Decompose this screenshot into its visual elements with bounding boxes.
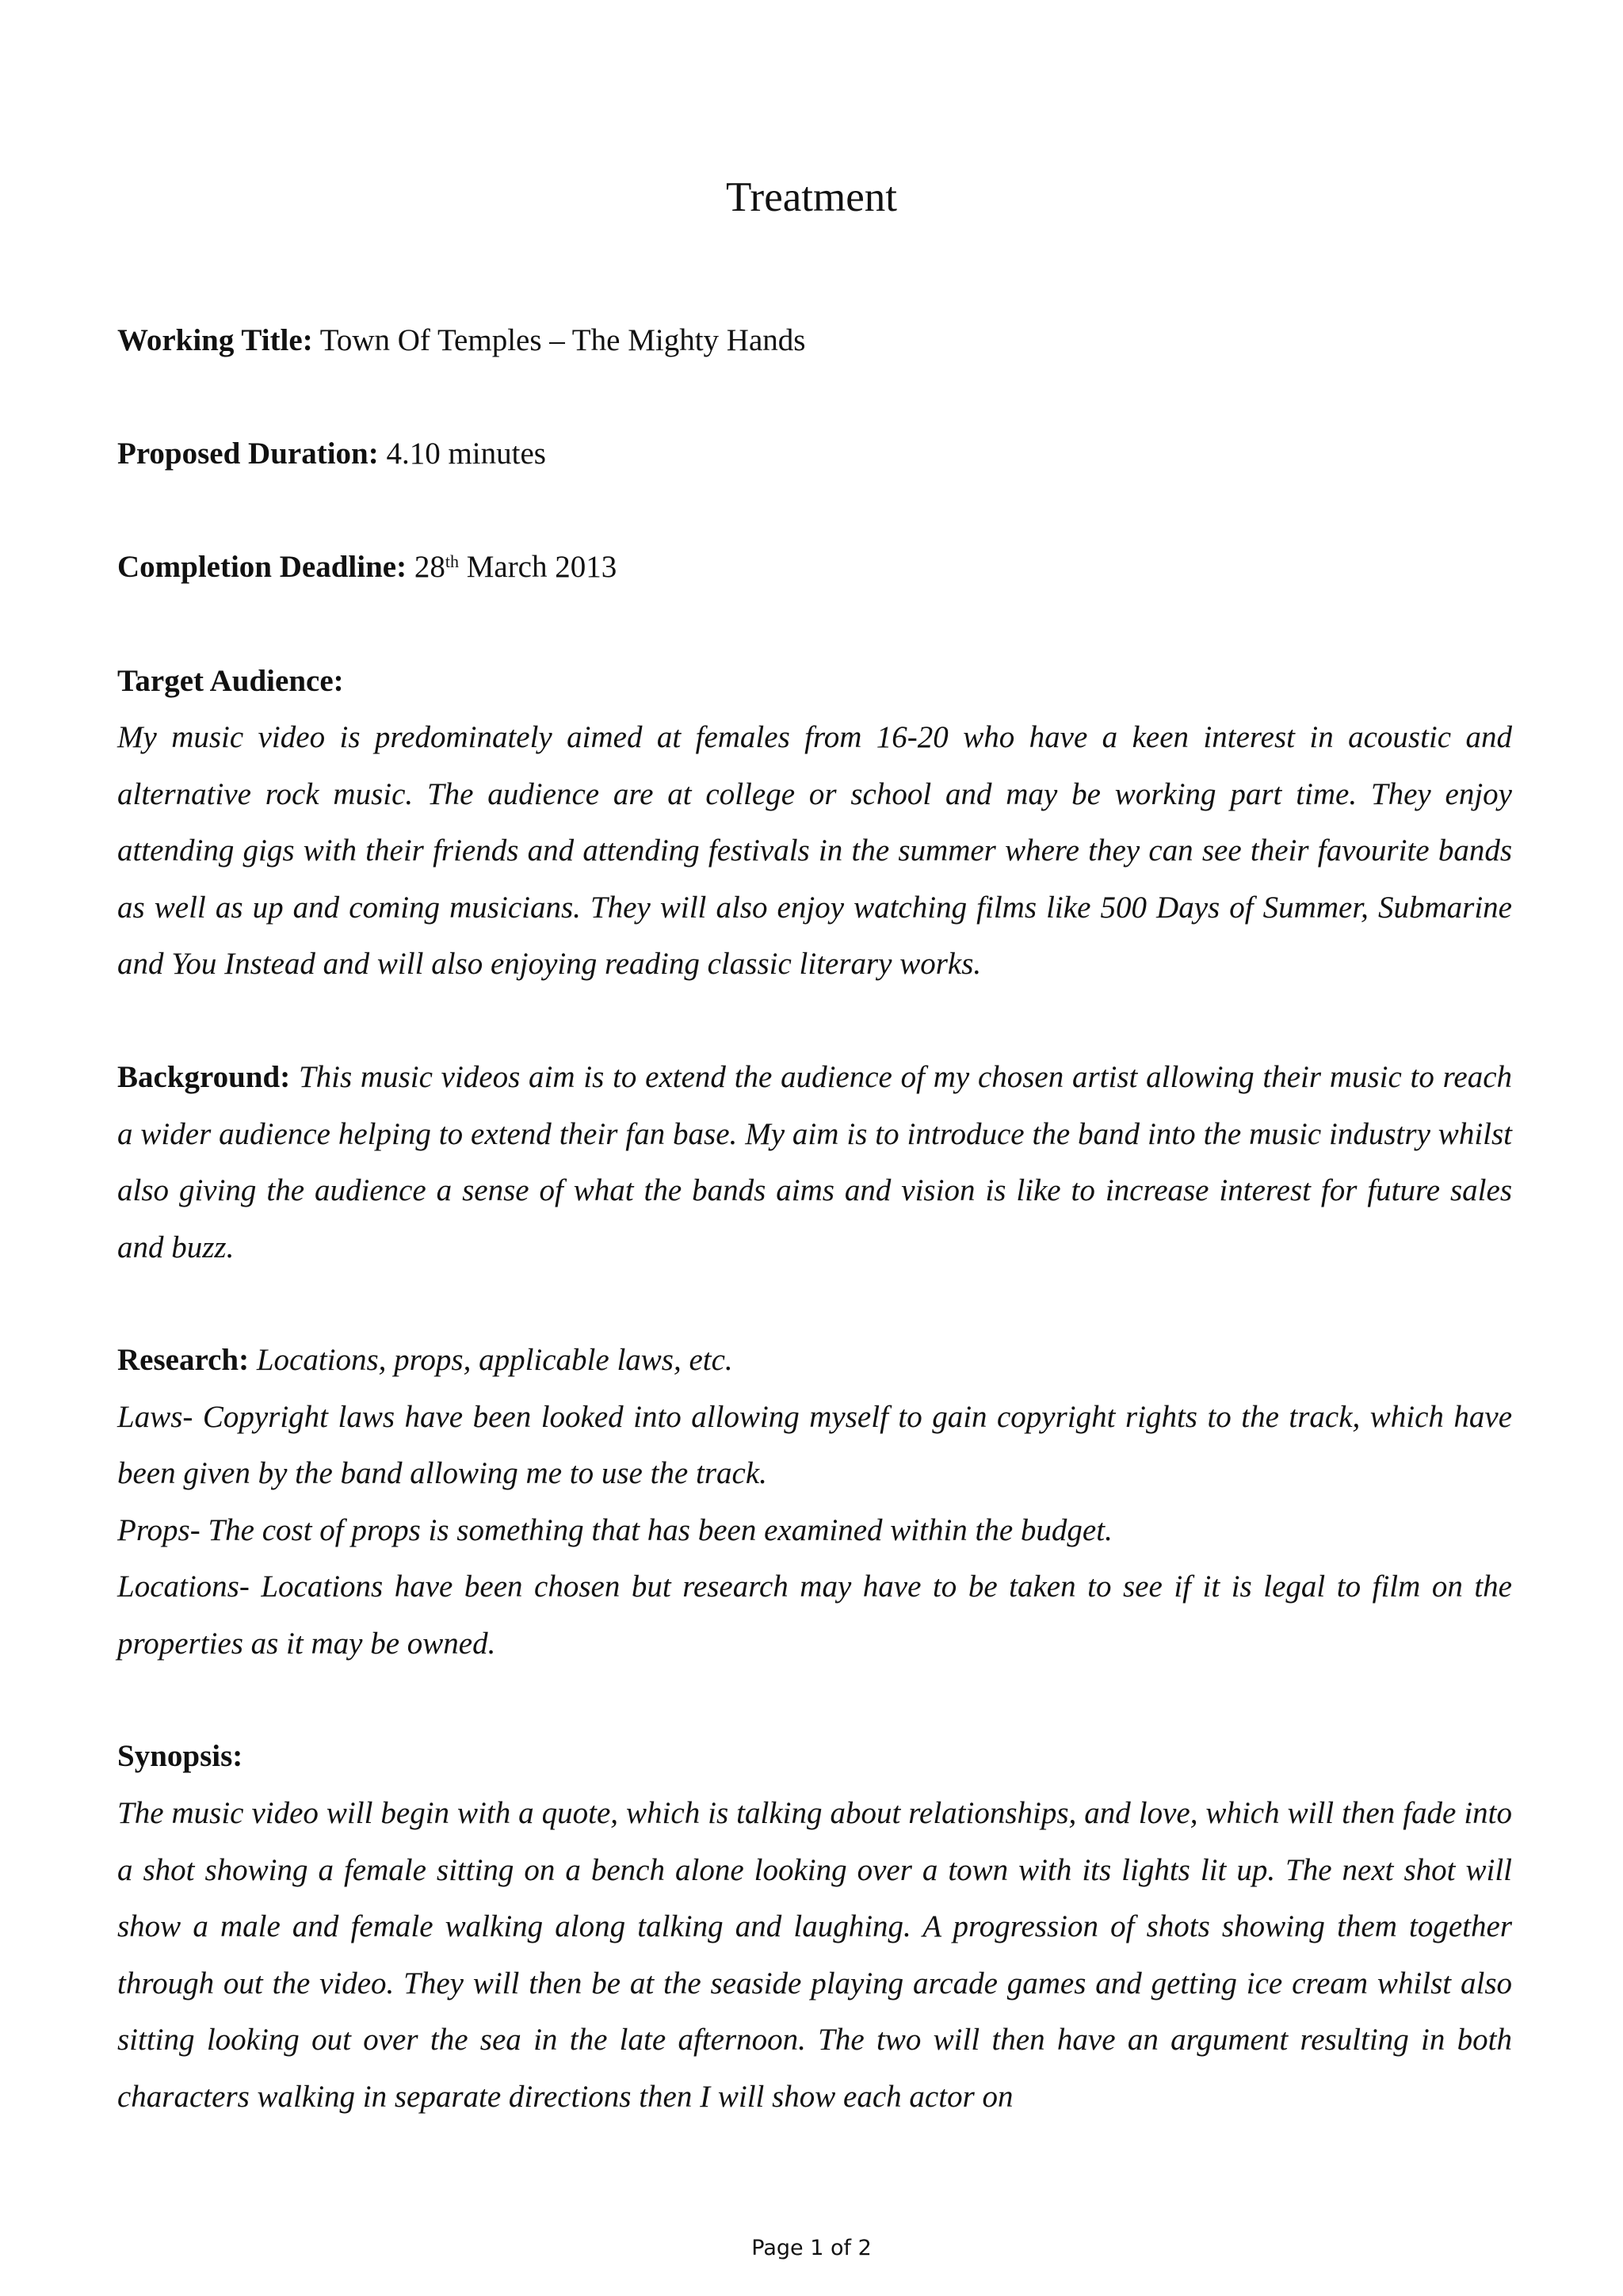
working-title-label: Working Title: [117,323,313,357]
proposed-duration-label: Proposed Duration: [117,437,379,471]
proposed-duration-field [117,425,1512,482]
background-section [117,1049,1512,1276]
completion-deadline-rest: March 2013 [466,550,617,584]
research-locations: Locations- Locations have been chosen but research may have to be taken to see if it is legal to film on the properties as it may be owned. [117,1569,1512,1661]
research-section [117,1332,1512,1672]
synopsis-label: Synopsis: [117,1739,243,1773]
research-laws: Laws- Copyright laws have been looked into allowing myself to gain copyright rights to the track, which have been given by the band allowing me to use the track. [117,1399,1512,1490]
completion-deadline-label: Completion Deadline: [117,550,407,584]
research-intro: Locations, props, applicable laws, etc. [256,1343,733,1377]
background-label: Background: [117,1060,291,1094]
page-number: Page 1 of 2 [751,2236,872,2260]
research-props: Props- The cost of props is something that has been examined within the budget. [117,1512,1113,1547]
synopsis-text: The music video will begin with a quote, which is talking about relationships, and love, which will then fade into a shot showing a female sitting on a bench alone looking over a town with its lights lit up. The next shot will show a male and female walking along talking and laughing. A progression of shots showing them together through out the video. They will then be at the seaside playing arcade games and getting ice cream whilst also sitting looking out over the sea in the late afternoon. The two will then have an argument resulting in both characters walking in separate directions then I will show each actor on [117,1796,1512,2114]
completion-deadline-field [117,539,1512,596]
completion-deadline-suffix: th [445,551,459,571]
background-text: This music videos aim is to extend the audience of my chosen artist allowing their music to reach a wider audience helping to extend their fan base. My aim is to introduce the band into the music industry whilst also giving the audience a sense of what the bands aims and vision is like to increase interest for future sales and buzz. [117,1060,1513,1264]
working-title-value: Town Of Temples – The Mighty Hands [319,323,806,357]
synopsis-heading [117,1728,1512,1785]
proposed-duration-value: 4.10 minutes [386,437,546,471]
target-audience-text: My music video is predominately aimed at females from 16-20 who have a keen interest in acoustic and alternative rock music. The audience are at college or school and may be working part time. They enjoy attending gigs with their friends and attending festivals in the summer where they can see their favourite bands as well as up and coming musicians. They will also enjoy watching films like 500 Days of Summer, Submarine and You Instead and will also enjoying reading classic literary works. [117,720,1512,981]
target-audience-label: Target Audience: [117,664,344,698]
page-title: Treatment [726,174,897,220]
research-label: Research: [117,1343,250,1377]
target-audience-heading [117,653,1512,710]
completion-deadline-day: 28 [414,550,445,584]
working-title-field [117,312,1512,369]
